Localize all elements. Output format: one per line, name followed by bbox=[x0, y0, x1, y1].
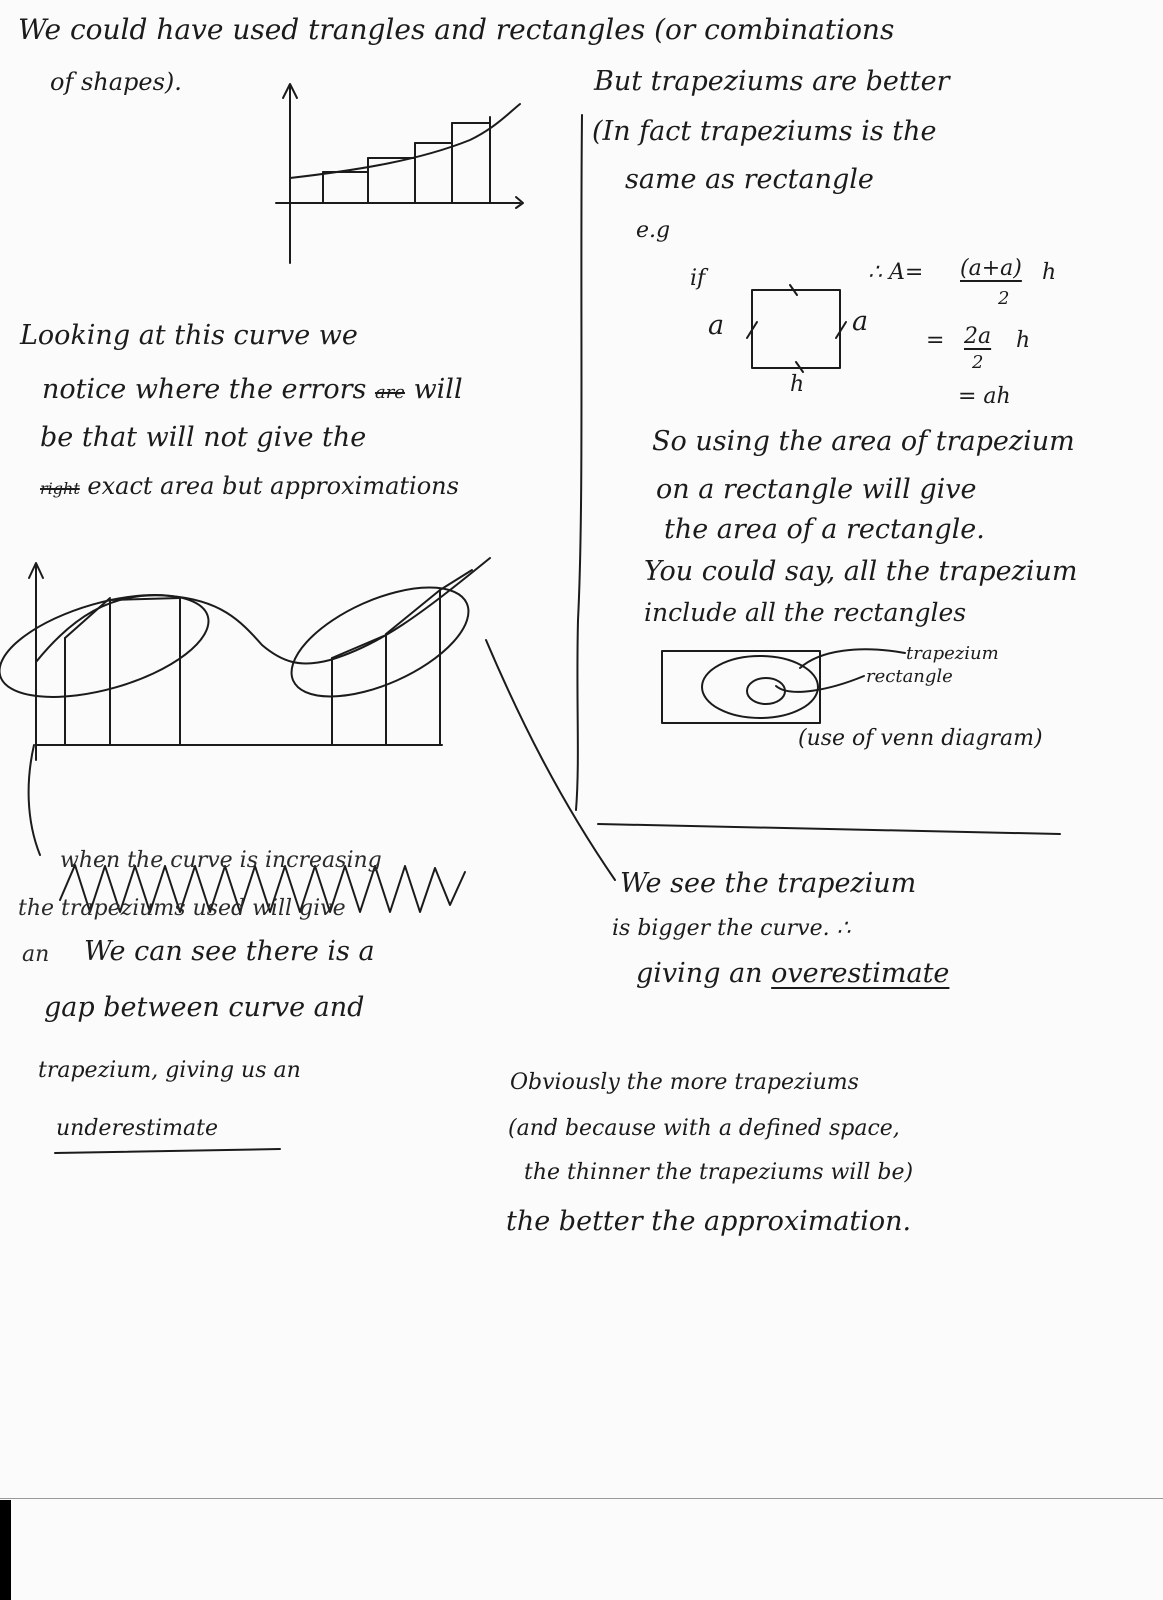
under-line-3: trapezium, giving us an bbox=[38, 1058, 301, 1083]
looking-line-4-crossed: right bbox=[40, 479, 80, 498]
rect-side-left: a bbox=[708, 310, 725, 341]
venn-inner-label: rectangle bbox=[866, 666, 953, 687]
you-line-2: include all the rectangles bbox=[644, 598, 967, 627]
so-line-1: So using the area of trapezium bbox=[652, 426, 1075, 457]
looking-line-3: be that will not give the bbox=[40, 422, 367, 453]
looking-line-2-crossed: are bbox=[374, 382, 405, 403]
looking-line-1: Looking at this curve we bbox=[20, 320, 358, 351]
venn-outer-label: trapezium bbox=[906, 643, 999, 664]
obvious-line-4: the better the approximation. bbox=[506, 1206, 912, 1237]
over-line-2: is bigger the curve. ∴ bbox=[612, 916, 851, 941]
looking-line-2 bbox=[42, 376, 463, 403]
vertical-divider bbox=[576, 115, 582, 810]
right-fact-line-2: same as rectangle bbox=[625, 164, 874, 195]
formula-line2-denominator: 2 bbox=[972, 352, 984, 373]
rect-side-right: a bbox=[852, 306, 869, 337]
formula-line1-numerator: (a+a) bbox=[960, 256, 1022, 281]
if-label: if bbox=[690, 266, 706, 291]
section-divider bbox=[598, 824, 1060, 834]
underestimate-underline bbox=[55, 1149, 280, 1153]
large-curve-graph bbox=[0, 558, 615, 880]
formula-line3: = ah bbox=[958, 384, 1011, 409]
right-heading: But trapeziums are better bbox=[594, 66, 950, 97]
you-line-1: You could say, all the trapezium bbox=[644, 556, 1078, 587]
under-line-1: We can see there is a bbox=[84, 936, 375, 967]
crossed-line-2: the trapeziums used will give bbox=[18, 896, 346, 921]
obvious-line-1: Obviously the more trapeziums bbox=[510, 1070, 859, 1095]
formula-line2-numerator: 2a bbox=[964, 324, 992, 349]
under-line-2: gap between curve and bbox=[44, 992, 365, 1023]
formula-line2-rhs: h bbox=[1016, 328, 1031, 353]
over-line-1: We see the trapezium bbox=[620, 868, 917, 899]
obvious-line-2: (and because with a defined space, bbox=[508, 1116, 900, 1141]
intro-line-1: We could have used trangles and rectangles (or combinations bbox=[18, 13, 895, 46]
looking-line-2-end: will bbox=[413, 374, 463, 405]
rect-base: h bbox=[790, 372, 805, 397]
scan-edge-line bbox=[0, 1498, 1163, 1499]
so-line-2: on a rectangle will give bbox=[656, 474, 977, 505]
venn-caption: (use of venn diagram) bbox=[798, 726, 1043, 751]
over-line-3 bbox=[636, 960, 949, 987]
looking-line-4-text: exact area but approximations bbox=[87, 472, 459, 500]
intro-line-2: of shapes). bbox=[50, 68, 182, 96]
over-line-3-start: giving an bbox=[636, 958, 763, 989]
formula-line2-eq: = bbox=[926, 328, 945, 353]
scan-black-edge bbox=[0, 1500, 11, 1600]
right-fact-line-1: (In fact trapeziums is the bbox=[592, 116, 937, 147]
looking-line-4 bbox=[40, 474, 459, 498]
formula-line1-lhs: ∴ A= bbox=[868, 260, 924, 285]
over-line-3-underlined: overestimate bbox=[771, 958, 950, 989]
under-line-4: underestimate bbox=[56, 1116, 218, 1141]
formula-line1-denominator: 2 bbox=[998, 288, 1010, 309]
crossed-line-1: when the curve is increasing bbox=[60, 848, 382, 873]
looking-line-2-text: notice where the errors bbox=[42, 374, 367, 405]
so-line-3: the area of a rectangle. bbox=[664, 514, 985, 545]
crossed-line-3: an bbox=[22, 942, 50, 967]
small-trapezium-graph bbox=[276, 84, 523, 263]
rectangle-example-diagram bbox=[747, 285, 846, 372]
formula-line1-rhs: h bbox=[1042, 260, 1057, 285]
obvious-line-3: the thinner the trapeziums will be) bbox=[524, 1160, 914, 1185]
eg-label: e.g bbox=[636, 218, 671, 243]
